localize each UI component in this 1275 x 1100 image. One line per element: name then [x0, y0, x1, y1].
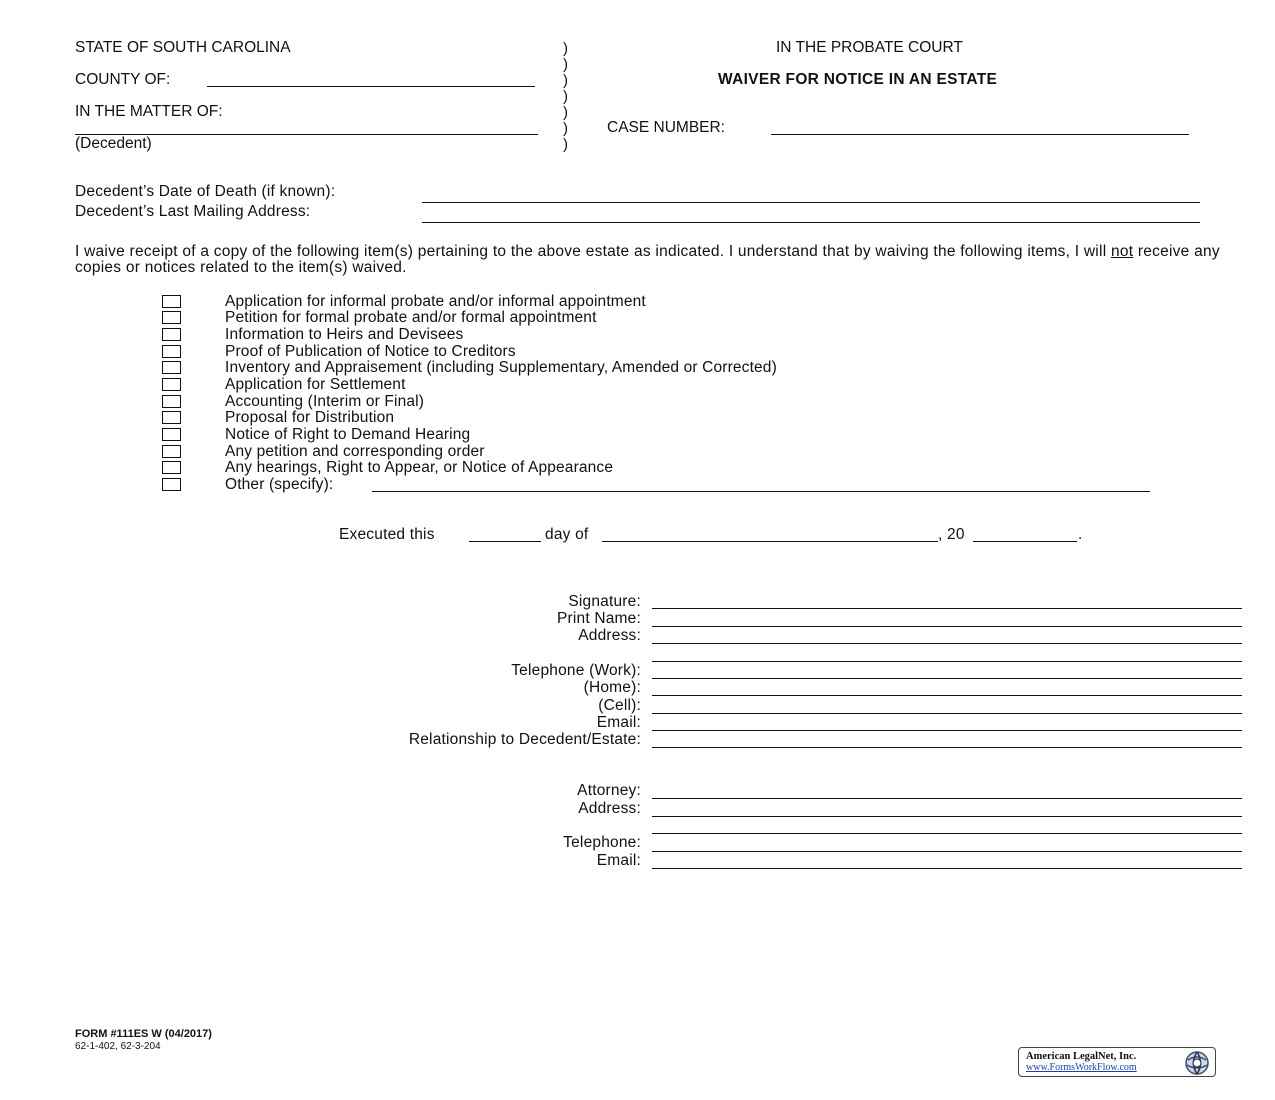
matter-label: IN THE MATTER OF: [75, 103, 223, 120]
date-of-death-field[interactable] [422, 202, 1200, 203]
waiver-item-label: Other (specify): [225, 476, 334, 493]
waiver-checkbox[interactable] [162, 478, 181, 491]
waiver-checkbox[interactable] [162, 411, 181, 424]
waiver-checkbox[interactable] [162, 328, 181, 341]
decedent-label: (Decedent) [75, 135, 152, 152]
date-of-death-label: Decedent’s Date of Death (if known): [75, 183, 336, 200]
waiver-item-label: Any hearings, Right to Appear, or Notice of Appearance [225, 459, 614, 476]
waiver-checkbox[interactable] [162, 378, 181, 391]
waiver-item-label: Notice of Right to Demand Hearing [225, 426, 471, 443]
signature-field[interactable] [652, 608, 1242, 609]
telephone-work-field[interactable] [652, 678, 1242, 679]
waiver-item-label: Petition for formal probate and/or formal appointment [225, 309, 597, 326]
address-field-line-2[interactable] [652, 661, 1242, 662]
execution-period: . [1078, 526, 1083, 543]
attorney-field[interactable] [652, 798, 1242, 799]
waiver-item-label: Proof of Publication of Notice to Creditors [225, 343, 516, 360]
execution-day-field[interactable] [469, 541, 541, 542]
telephone-cell-label: (Cell): [598, 697, 641, 714]
county-label: COUNTY OF: [75, 71, 171, 88]
statute-reference: 62-1-402, 62-3-204 [75, 1041, 161, 1052]
caption-paren: ) [563, 56, 568, 73]
waiver-item-label: Inventory and Appraisement (including Supplementary, Amended or Corrected) [225, 359, 777, 376]
mailing-address-field[interactable] [422, 222, 1200, 223]
telephone-home-label: (Home): [583, 679, 641, 696]
waiver-checkbox[interactable] [162, 428, 181, 441]
day-of-label: day of [545, 526, 589, 543]
form-number: FORM #111ES W (04/2017) [75, 1028, 212, 1040]
waiver-checkbox[interactable] [162, 395, 181, 408]
attorney-label: Attorney: [577, 782, 641, 799]
mailing-address-label: Decedent’s Last Mailing Address: [75, 203, 311, 220]
attorney-email-label: Email: [596, 852, 641, 869]
county-field[interactable] [207, 86, 535, 87]
publisher-link[interactable]: www.FormsWorkFlow.com [1026, 1062, 1137, 1073]
executed-label: Executed this [339, 526, 435, 543]
other-specify-field[interactable] [372, 491, 1150, 492]
attorney-email-field[interactable] [652, 868, 1242, 869]
waiver-statement [75, 244, 1225, 276]
waiver-item-label: Information to Heirs and Devisees [225, 326, 464, 343]
print-name-label: Print Name: [556, 610, 641, 627]
email-label: Email: [596, 714, 641, 731]
telephone-work-label: Telephone (Work): [511, 662, 641, 679]
court-heading: IN THE PROBATE COURT [776, 39, 963, 56]
caption-paren: ) [563, 72, 568, 89]
statement-emphasis: not [1110, 243, 1134, 260]
signature-label: Signature: [568, 593, 641, 610]
state-heading: STATE OF SOUTH CAROLINA [75, 39, 291, 56]
waiver-checkbox[interactable] [162, 461, 181, 474]
telephone-cell-field[interactable] [652, 713, 1242, 714]
waiver-checkbox[interactable] [162, 345, 181, 358]
execution-month-field[interactable] [602, 541, 938, 542]
globe-icon [1183, 1050, 1211, 1076]
waiver-checkbox[interactable] [162, 311, 181, 324]
relationship-label: Relationship to Decedent/Estate: [408, 731, 641, 748]
waiver-item-label: Application for informal probate and/or informal appointment [225, 293, 646, 310]
publisher-logo [1018, 1047, 1216, 1077]
waiver-checkbox[interactable] [162, 445, 181, 458]
address-label: Address: [578, 627, 641, 644]
attorney-address-label: Address: [578, 800, 641, 817]
email-field[interactable] [652, 730, 1242, 731]
address-field[interactable] [652, 643, 1242, 644]
waiver-item-label: Proposal for Distribution [225, 409, 395, 426]
caption-paren: ) [563, 40, 568, 57]
waiver-checkbox[interactable] [162, 361, 181, 374]
waiver-item-label: Any petition and corresponding order [225, 443, 485, 460]
attorney-telephone-label: Telephone: [563, 834, 641, 851]
attorney-address-field[interactable] [652, 816, 1242, 817]
attorney-address-field-line-2[interactable] [652, 833, 1242, 834]
waiver-item-label: Accounting (Interim or Final) [225, 393, 425, 410]
caption-paren: ) [563, 88, 568, 105]
publisher-name: American LegalNet, Inc. [1026, 1051, 1137, 1062]
form-title: WAIVER FOR NOTICE IN AN ESTATE [718, 71, 998, 88]
print-name-field[interactable] [652, 626, 1242, 627]
telephone-home-field[interactable] [652, 695, 1242, 696]
statement-text: I waive receipt of a copy of the following item(s) pertaining to the above estate as indicated. I understand that by waiving the following items, I will [75, 243, 1111, 260]
waiver-checkbox[interactable] [162, 295, 181, 308]
case-number-field[interactable] [771, 134, 1189, 135]
attorney-telephone-field[interactable] [652, 851, 1242, 852]
caption-paren: ) [563, 120, 568, 137]
execution-year-field[interactable] [973, 541, 1077, 542]
year-prefix: , 20 [938, 526, 965, 543]
caption-paren: ) [563, 104, 568, 121]
caption-paren: ) [563, 136, 568, 153]
case-number-label: CASE NUMBER: [607, 119, 725, 136]
relationship-field[interactable] [652, 747, 1242, 748]
waiver-item-label: Application for Settlement [225, 376, 406, 393]
statement-text: receive any copies or notices related to the item(s) waived. [75, 243, 1220, 276]
